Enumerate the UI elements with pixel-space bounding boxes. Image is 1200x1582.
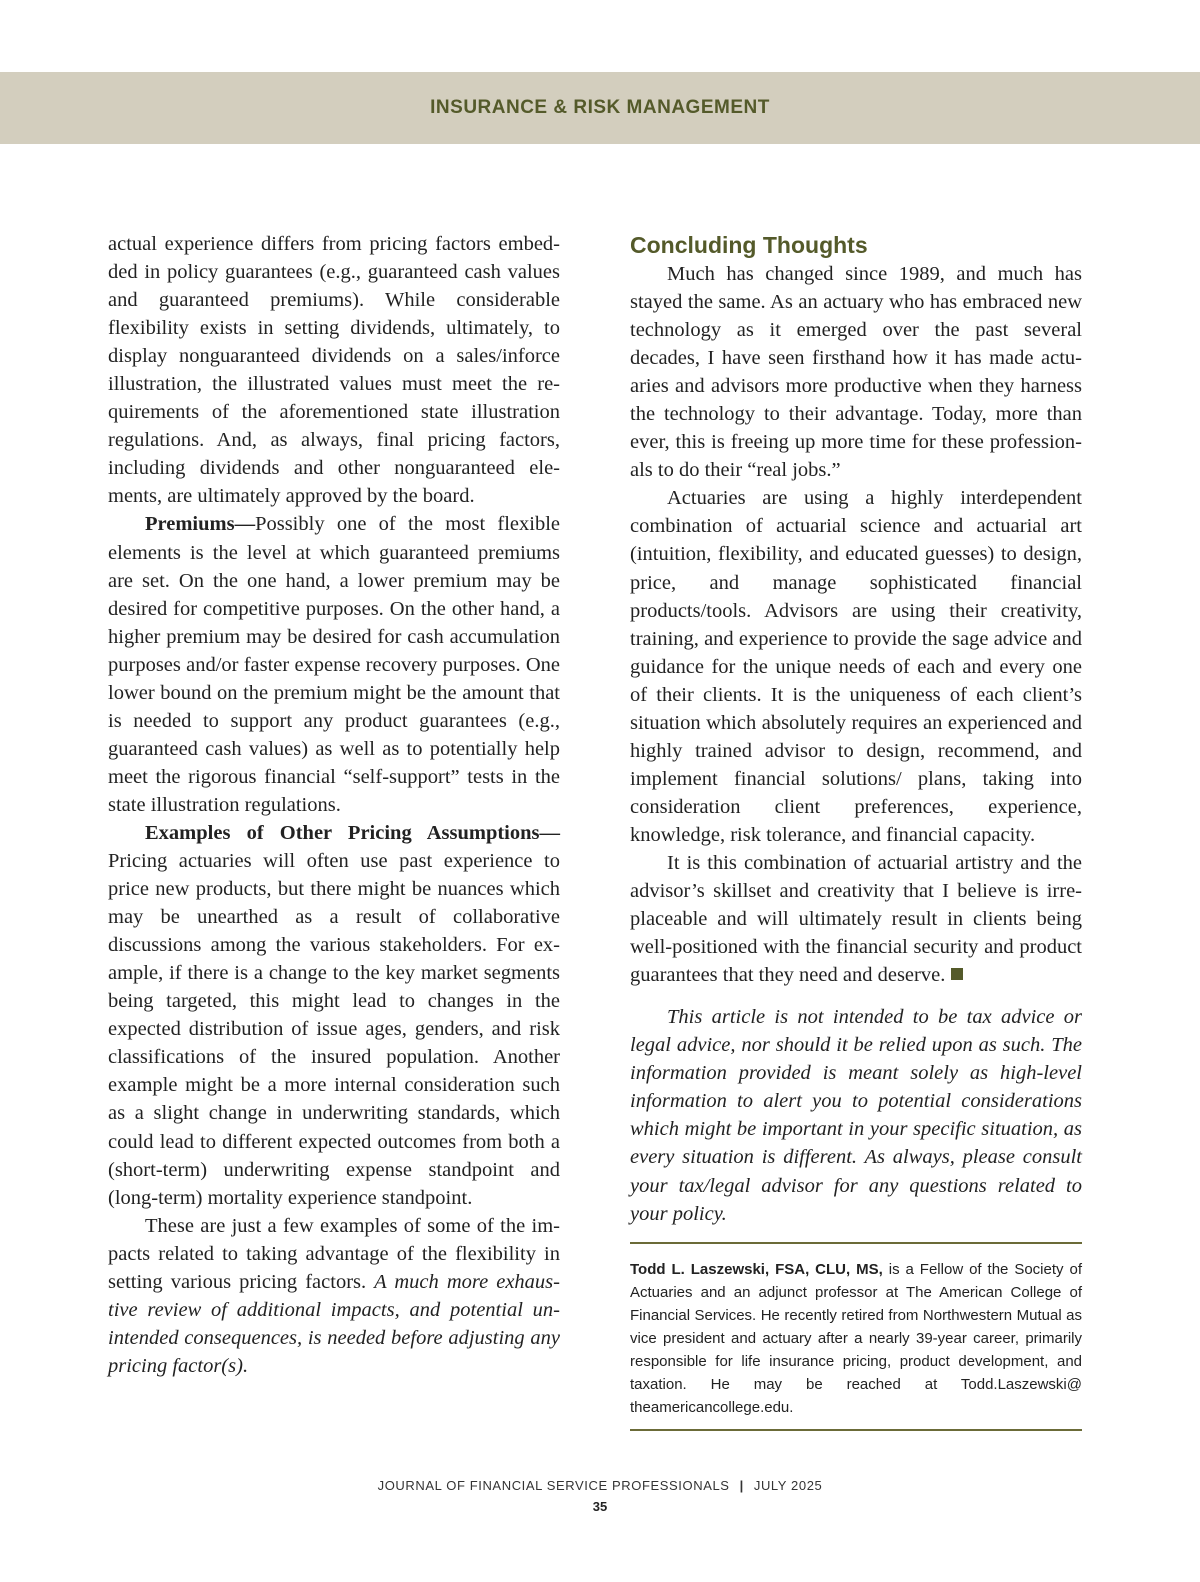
- page-number: 35: [592, 1499, 608, 1514]
- paragraph: actual experience differs from pricing factors embedded in policy guarantees (e.g., guaranteed cash values and guaranteed premiums). While considerable flexibility exists in setting dividends, ultimately, to display nonguaranteed dividends on a sales/inforce illustration, the illustrated values must meet the requirements of the aforementioned state illustration regulations. And, as always, final pricing factors, including dividends and other nonguaranteed elements, are ultimately approved by the board.: [108, 233, 560, 508]
- footer-line: [0, 1478, 1200, 1493]
- paragraph-examples: [108, 1212, 560, 1380]
- paragraph-text: Pricing actuaries will often use past experience to price new products, but there might be nuances which may be unearthed as a result of collaborative discussions among the various stakeholders. For example, if there is a change to the key market segments being targeted, this might lead to changes in the expected distribution of issue ages, genders, and risk classifications of the insured population. Another example might be a more internal consideration such as a slight change in underwriting standards, which could lead to different expected outcomes from both a (short-term) underwriting expense standpoint and (long-term) mortality experience standpoint.: [108, 850, 560, 1209]
- paragraph-text: Possibly one of the most flexible elements is the level at which guaranteed premiums are set. On the one hand, a lower premium may be desired for competitive purposes. On the other hand, a higher premium may be desired for cash accumulation purposes and/or faster expense recovery purposes. One lower bound on the premium might be the amount that is needed to support any product guarantees (e.g., guaranteed cash values) as well as to potentially help meet the rigorous financial “self-support” tests in the state illustration regulations.: [108, 513, 560, 816]
- paragraph-pricing-assumptions: [108, 819, 560, 1212]
- paragraph-text: These are just a few examples of some of the impacts related to taking advantage of the flexibility in setting various pricing factors.: [108, 1214, 560, 1293]
- right-column: [630, 230, 1082, 1431]
- divider-bottom: [630, 1429, 1082, 1431]
- paragraph-emphasis: A much more exhaustive review of additional impacts, and potential unintended consequences, is needed before adjusting any pricing factor(s).: [108, 1270, 560, 1377]
- run-in-heading: Premiums—: [145, 513, 256, 536]
- paragraph-text: It is this combination of actuarial artistry and the advisor’s skillset and creativity that I believe is irreplaceable and will ultimately result in clients being well-positioned with the financial security and product guarantees that they need and deserve.: [630, 851, 1082, 987]
- end-of-article-square-icon: [951, 968, 963, 980]
- page-footer: [0, 1478, 1200, 1514]
- run-in-heading: Examples of Other Pricing Assumptions—: [145, 821, 560, 844]
- section-title: INSURANCE & RISK MANAGEMENT: [430, 97, 770, 118]
- concluding-thoughts-heading: Concluding Thoughts: [630, 232, 868, 258]
- author-bio-text: is a Fellow of the Society of Actuaries and an adjunct professor at The American College of Financial Services. He recently retired from Northwestern Mutual as vice president and actuary after a nearly 39-year career, primarily responsible for life insurance pricing, product development, and taxation. He may be reached at Todd.Laszewski@ theamericancollege.edu.: [630, 1260, 1082, 1417]
- paragraph: Actuaries are using a highly interdependent combination of actuarial science and actuarial art (intuition, flexibility, and educated guesses) to design, price, and manage sophisticated financial products/tools. Advisors are using their creativity, training, and experience to provide the sage advice and guidance for the unique needs of each and every one of their clients. It is the uniqueness of each client’s situation which absolutely requires an experienced and highly trained advisor to design, recommend, and implement financial solutions/ plans, taking into consideration client preferences, experience, knowledge, risk tolerance, and financial capacity.: [630, 487, 1082, 846]
- section-header-band: [0, 72, 1200, 144]
- journal-name: JOURNAL OF FINANCIAL SERVICE PROFESSIONALS: [377, 1478, 730, 1493]
- paragraph-premiums: [108, 510, 560, 819]
- issue-date: JULY 2025: [753, 1478, 823, 1493]
- paragraph: Much has changed since 1989, and much has stayed the same. As an actuary who has embraced new technology as it emerged over the past several decades, I have seen firsthand how it has made actuaries and advisors more productive when they harness the technology to their advantage. Today, more than ever, this is freeing up more time for these professionals to do their “real jobs.”: [630, 263, 1082, 482]
- author-bio: [630, 1244, 1082, 1430]
- left-column: [108, 230, 560, 1380]
- paragraph-closing: [630, 849, 1082, 989]
- footer-separator: |: [739, 1478, 744, 1493]
- disclaimer: This article is not intended to be tax advice or legal advice, nor should it be relied upon as such. The information provided is meant solely as high-level information to alert you to potential considerations which might be important in your specific situation, as every situation is different. As always, please consult your tax/legal advisor for any questions related to your policy.: [630, 1006, 1082, 1225]
- author-name: Todd L. Laszewski, FSA, CLU, MS,: [630, 1260, 883, 1278]
